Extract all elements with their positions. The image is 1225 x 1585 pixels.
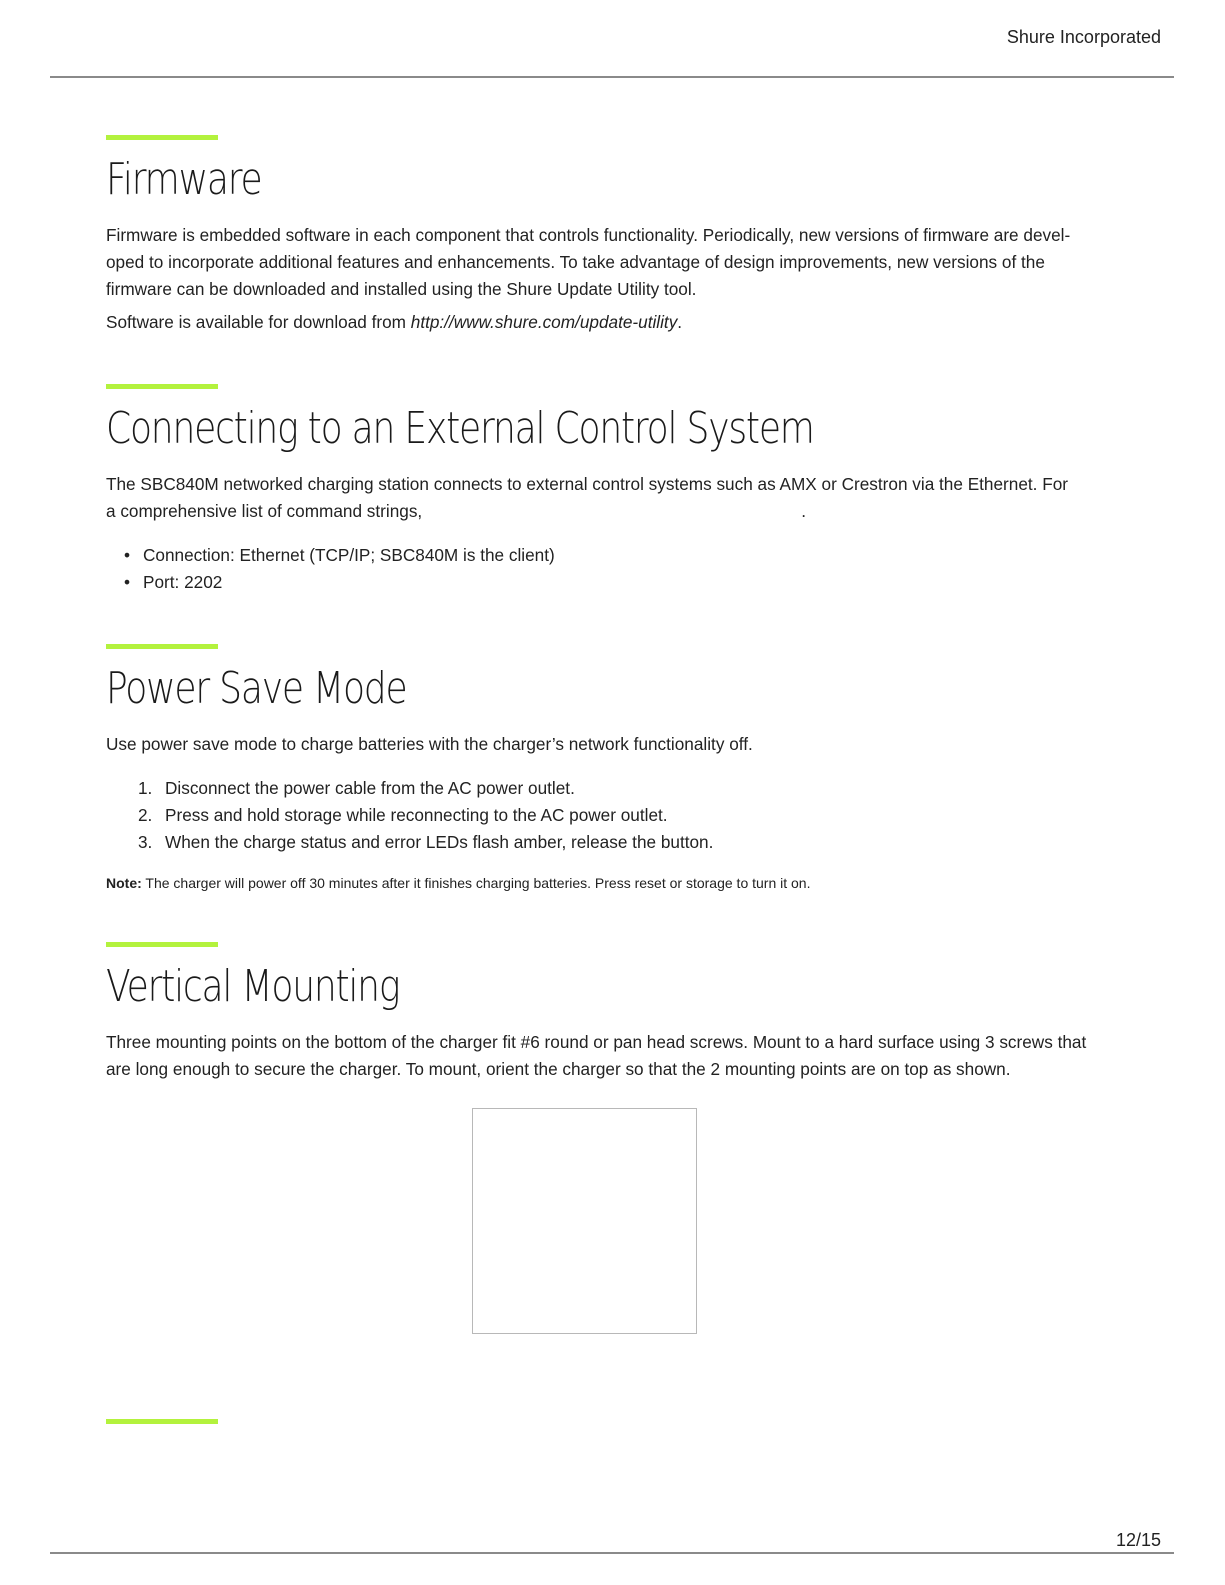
mounting-figure-placeholder — [472, 1108, 697, 1334]
power-save-intro: Use power save mode to charge batteries with the charger’s network functionality off. — [106, 734, 753, 754]
update-utility-link[interactable]: http://www.shure.com/update-utility — [410, 312, 678, 332]
section-accent-bar — [106, 135, 218, 140]
vertical-mounting-paragraph: Three mounting points on the bottom of the charger fit #6 round or pan head screws. Mount to a hard surface using 3 screws that are long enough to secure the charger. To mount, orient the charger so that the 2 mounting points are on top as shown. — [106, 1032, 1087, 1079]
section-title-firmware: Firmware — [106, 154, 262, 205]
list-item: 2. Press and hold storage while reconnecting to the AC power outlet. — [138, 805, 668, 825]
section-title-vertical-mounting: Vertical Mounting — [106, 961, 400, 1012]
external-control-paragraph: The SBC840M networked charging station connects to external control systems such as AMX or Crestron via the Ethernet. For a comprehensive list of command strings, . — [106, 474, 1068, 521]
section-title-external-control: Connecting to an External Control System — [106, 403, 814, 454]
power-save-steps — [106, 775, 1118, 856]
list-item: • Connection: Ethernet (TCP/IP; SBC840M is the client) — [106, 542, 1118, 569]
firmware-paragraph: Firmware is embedded software in each component that controls functionality. Periodically, new versions of firmware are devel-oped to incorporate additional features and enhancements. To take advantage of design improvements, new versions of the firmware can be downloaded and installed using the Shure Update Utility tool. — [106, 225, 1071, 299]
list-item: 1. Disconnect the power cable from the AC power outlet. — [138, 778, 575, 798]
section-vertical-mounting — [106, 942, 1118, 1083]
section-firmware — [106, 135, 1118, 336]
section-accent-bar — [106, 384, 218, 389]
firmware-download-paragraph: Software is available for download from http://www.shure.com/update-utility. — [106, 312, 683, 332]
list-item: • Port: 2202 — [106, 569, 1118, 596]
section-title-power-save: Power Save Mode — [106, 663, 407, 714]
section-power-save — [106, 644, 1118, 893]
section-next — [106, 1419, 1118, 1424]
page-number: 12/15 — [1115, 1530, 1161, 1550]
connection-list — [106, 542, 1118, 596]
page-header-company: Shure Incorporated — [1006, 27, 1161, 47]
header-rule — [50, 76, 1174, 78]
section-accent-bar — [106, 1419, 218, 1424]
section-accent-bar — [106, 644, 218, 649]
power-save-note: Note: The charger will power off 30 minutes after it finishes charging batteries. Press reset or storage to turn it on. — [106, 875, 811, 891]
section-accent-bar — [106, 942, 218, 947]
footer-rule — [50, 1552, 1174, 1554]
section-external-control — [106, 384, 1118, 596]
list-item: 3. When the charge status and error LEDs flash amber, release the button. — [138, 832, 714, 852]
